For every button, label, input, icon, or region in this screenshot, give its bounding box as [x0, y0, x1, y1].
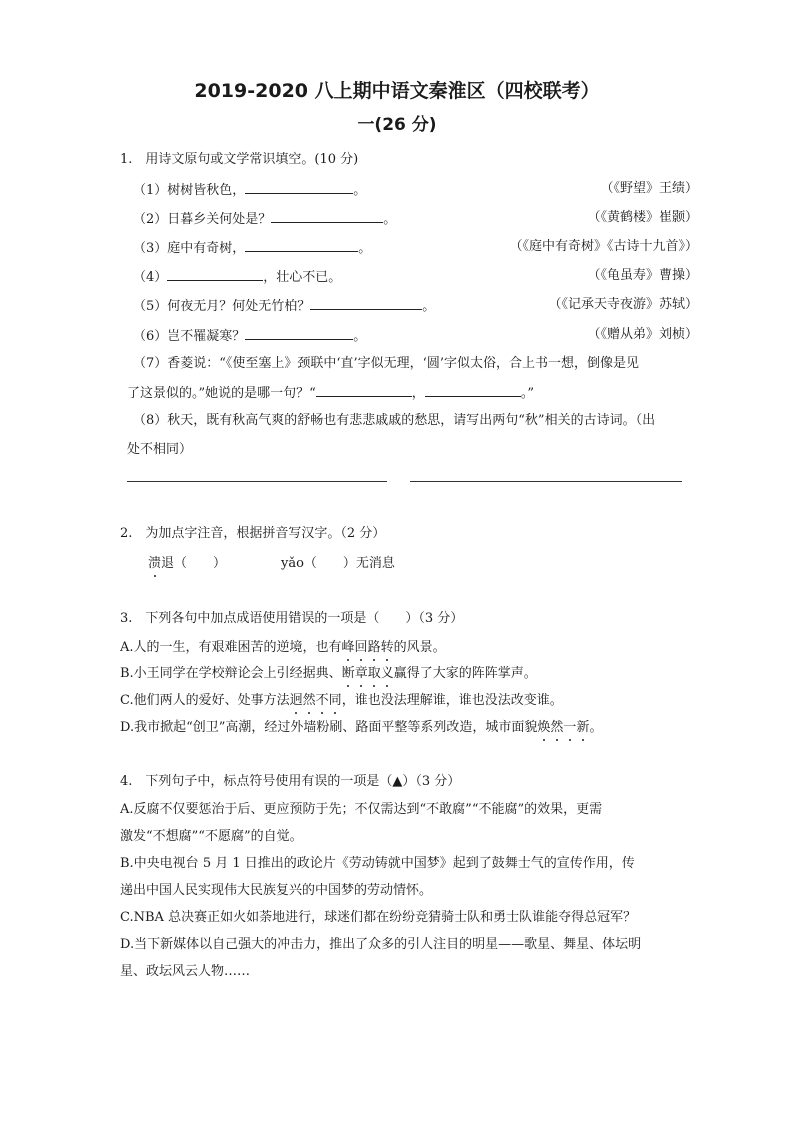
q1-item-3-end: 。 [358, 241, 372, 256]
dotted-char: 路 [367, 640, 381, 655]
q3-option-d-text: D.我市掀起“创卫”高潮，经过外墙粉刷、路面平整等系列改造，城市面貌 [120, 720, 538, 735]
q2-stem: 2. 为加点字注音，根据拼音写汉字。（2 分） [120, 526, 386, 541]
dotted-char: 同 [328, 693, 342, 708]
q1-item-6-text: （6）岂不罹凝寒？ [133, 329, 246, 344]
q1-item-4 [133, 268, 341, 286]
q3-option-d-end: 。 [589, 720, 603, 735]
q1-stem: 1. 用诗文原句或文学常识填空。(10 分) [120, 152, 359, 167]
q1-item-1 [133, 181, 366, 199]
dotted-char: 峰 [341, 640, 355, 655]
q1-item-2-text: （2）日暮乡关何处是？ [133, 212, 272, 227]
answer-blank[interactable] [245, 239, 358, 252]
q3-option-d [120, 720, 602, 736]
q1-item-1-source: （《野望》王绩） [600, 181, 698, 196]
answer-blank[interactable] [167, 268, 263, 281]
q1-item-1-end: 。 [353, 183, 367, 198]
dotted-char: 取 [367, 666, 381, 681]
q2-item-1 [148, 556, 226, 572]
answer-blank[interactable] [245, 327, 353, 340]
q1-item-6-source: （《赠从弟》刘桢） [587, 327, 698, 342]
q1-item-8-line-1: （8）秋天，既有秋高气爽的舒畅也有悲悲戚戚的愁思，请写出两句“秋”相关的古诗词。（出 [133, 413, 656, 428]
q1-item-7-line-1: （7）香菱说：“《使至塞上》颈联中‘直’字似无理，‘圆’字似太俗，合上书一想，倒像是见 [133, 356, 639, 371]
dotted-char: 断 [341, 666, 355, 681]
dotted-char: 溃 [148, 556, 162, 571]
answer-blank[interactable] [316, 384, 412, 397]
q4-option-c: C.NBA 总决赛正如火如荼地进行，球迷们都在纷纷竞猜骑士队和勇士队谁能夺得总冠军？ [120, 910, 637, 925]
answer-blank[interactable] [310, 297, 422, 310]
q3-option-c [120, 693, 563, 709]
q3-option-c-text: C.他们两人的爱好、处事方法 [120, 693, 290, 708]
q1-item-5 [133, 297, 435, 315]
q1-item-4-text: （4） [133, 270, 168, 285]
q1-item-2-end: 。 [383, 212, 397, 227]
answer-blank[interactable] [271, 210, 383, 223]
q1-item-5-text: （5）何夜无月？何处无竹柏？ [133, 299, 311, 314]
q1-item-1-text: （1）树树皆秋色， [133, 183, 246, 198]
answer-blank[interactable] [425, 384, 521, 397]
q3-option-a [120, 640, 446, 656]
q1-item-8-line-2: 处不相同） [127, 442, 193, 457]
dotted-char: 义 [380, 666, 394, 681]
q1-item-6 [133, 327, 366, 345]
q3-option-b [120, 666, 537, 682]
q1-item-3-text: （3）庭中有奇树， [133, 241, 246, 256]
q4-option-b-line-1: B.中央电视台 5 月 1 日推出的政论片《劳动铸就中国梦》起到了鼓舞士气的宣传作用，传 [120, 856, 635, 871]
q3-option-b-end: 赢得了大家的阵阵掌声。 [393, 666, 537, 681]
q4-option-d-line-2: 星、政坛风云人物…… [120, 964, 251, 979]
q1-item-4-end: ，壮心不已。 [263, 270, 342, 285]
q3-option-a-end: 的风景。 [393, 640, 446, 655]
q4-option-b-line-2: 递出中国人民实现伟大民族复兴的中国梦的劳动情怀。 [120, 883, 433, 898]
q4-option-d-line-1: D.当下新媒体以自己强大的冲击力，推出了众多的引人注目的明星——歌星、舞星、体坛明 [120, 937, 642, 952]
q2-item-1-blank: 退（ ） [161, 556, 227, 571]
q1-item-2 [133, 210, 396, 228]
q1-item-3-source: （《庭中有奇树》《古诗十九首》） [509, 239, 698, 254]
q1-item-3 [133, 239, 371, 257]
q1-item-2-source: （《黄鹤楼》崔颢） [587, 210, 698, 225]
section-heading: 一(26 分) [357, 115, 437, 135]
q3-option-b-text: B.小王同学在学校辩论会上引经据典、 [120, 666, 342, 681]
q1-item-7-text: 了这景似的。”她说的是哪一句？“ [127, 386, 316, 401]
dotted-char: 焕 [537, 720, 551, 735]
q1-item-6-end: 。 [353, 329, 367, 344]
dotted-char: 回 [354, 640, 368, 655]
q1-item-7-comma: ， [411, 386, 425, 401]
dotted-char: 迥 [289, 693, 303, 708]
q3-stem: 3. 下列各句中加点成语使用错误的一项是（ ）（3 分） [120, 611, 464, 626]
exam-title: 2019-2020 八上期中语文秦淮区（四校联考） [194, 80, 600, 102]
q4-option-a-line-1: A.反腐不仅要惩治于后、更应预防于先；不仅需达到“不敢腐”“不能腐”的效果，更需 [120, 802, 603, 817]
answer-line[interactable] [410, 481, 682, 482]
dotted-char: 然 [550, 720, 564, 735]
q4-stem: 4. 下列句子中，标点符号使用有误的一项是（▲）（3 分） [120, 774, 461, 789]
dotted-char: 章 [354, 666, 368, 681]
answer-blank[interactable] [245, 181, 353, 194]
q1-item-7-end: 。” [520, 386, 534, 401]
q3-option-c-end: ，谁也没法理解谁，谁也没法改变谁。 [341, 693, 563, 708]
q4-option-a-line-2: 激发“不想腐”“不愿腐”的自觉。 [120, 829, 303, 844]
q1-item-4-source: （《龟虽寿》曹操） [587, 268, 698, 283]
q1-item-5-source: （《记承天寺夜游》苏轼） [548, 297, 698, 312]
q3-option-a-text: A.人的一生，有艰难困苦的逆境，也有 [120, 640, 342, 655]
q1-item-7-line-2 [127, 384, 534, 402]
dotted-char: 一 [563, 720, 577, 735]
q2-item-2: yǎo（ ）无消息 [281, 556, 395, 571]
dotted-char: 转 [380, 640, 394, 655]
dotted-char: 新 [576, 720, 590, 735]
q1-item-5-end: 。 [422, 299, 436, 314]
answer-line[interactable] [127, 481, 387, 482]
dotted-char: 不 [315, 693, 329, 708]
dotted-char: 然 [302, 693, 316, 708]
